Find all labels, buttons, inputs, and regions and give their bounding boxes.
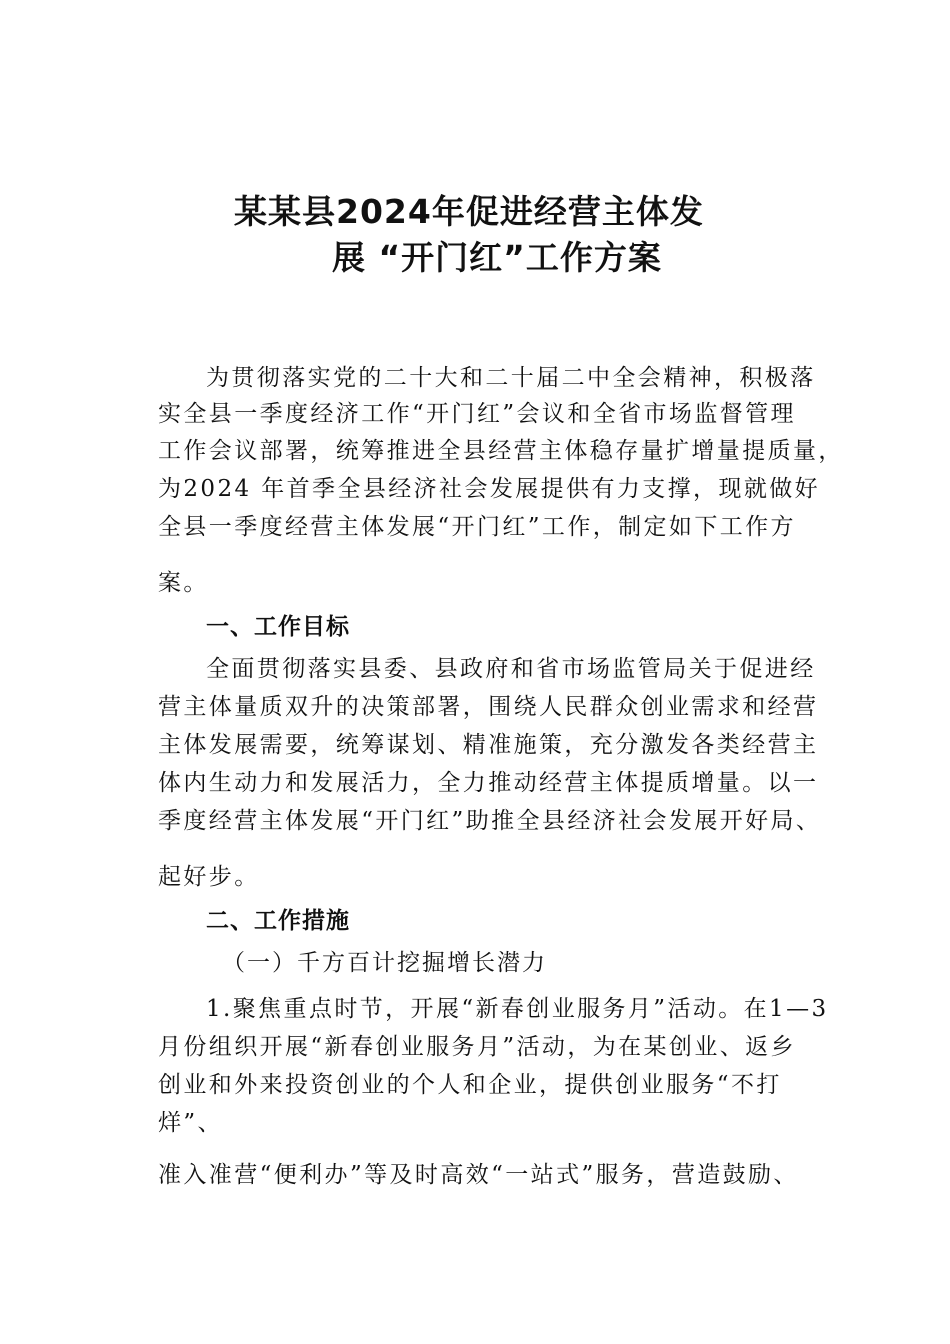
item-1-line: 创业和外来投资创业的个人和企业，提供创业服务“不打 [158, 1072, 782, 1098]
intro-line: 为贯彻落实党的二十大和二十届二中全会精神，积极落 [206, 365, 816, 391]
section-1-line: 全面贯彻落实县委、县政府和省市场监管局关于促进经 [206, 656, 816, 682]
item-1-line: 烊”、 [158, 1110, 223, 1136]
document-title-line-1: 某某县2024年促进经营主体发 [234, 192, 704, 231]
item-1-continued-line: 准入准营“便利办”等及时高效“一站式”服务，营造鼓励、 [158, 1162, 799, 1188]
item-1-line: 1.聚焦重点时节，开展“新春创业服务月”活动。在1—3 [206, 996, 829, 1022]
intro-line: 工作会议部署，统筹推进全县经营主体稳存量扩增量提质量， [158, 438, 844, 464]
section-1-line: 营主体量质双升的决策部署，围绕人民群众创业需求和经营 [158, 694, 819, 720]
item-1-line: 月份组织开展“新春创业服务月”活动，为在某创业、返乡 [158, 1034, 796, 1060]
intro-line: 为2024 年首季全县经济社会发展提供有力支撑，现就做好 [158, 476, 821, 502]
section-1-line: 体内生动力和发展活力，全力推动经营主体提质增量。以一 [158, 770, 819, 796]
section-1-line: 起好步。 [158, 864, 260, 890]
section-1-line: 主体发展需要，统筹谋划、精准施策，充分激发各类经营主 [158, 732, 819, 758]
section-2-heading: 二、工作措施 [206, 908, 350, 934]
section-1-heading: 一、工作目标 [206, 614, 350, 640]
intro-line: 实全县一季度经济工作“开门红”会议和全省市场监督管理 [158, 401, 796, 427]
subsection-1-heading: （一）千方百计挖掘增长潜力 [222, 950, 547, 976]
intro-line: 案。 [158, 570, 209, 596]
document-title-line-2: 展 “开门红”工作方案 [332, 238, 662, 277]
section-1-line: 季度经营主体发展“开门红”助推全县经济社会发展开好局、 [158, 808, 822, 834]
intro-line: 全县一季度经营主体发展“开门红”工作，制定如下工作方 [158, 514, 796, 540]
